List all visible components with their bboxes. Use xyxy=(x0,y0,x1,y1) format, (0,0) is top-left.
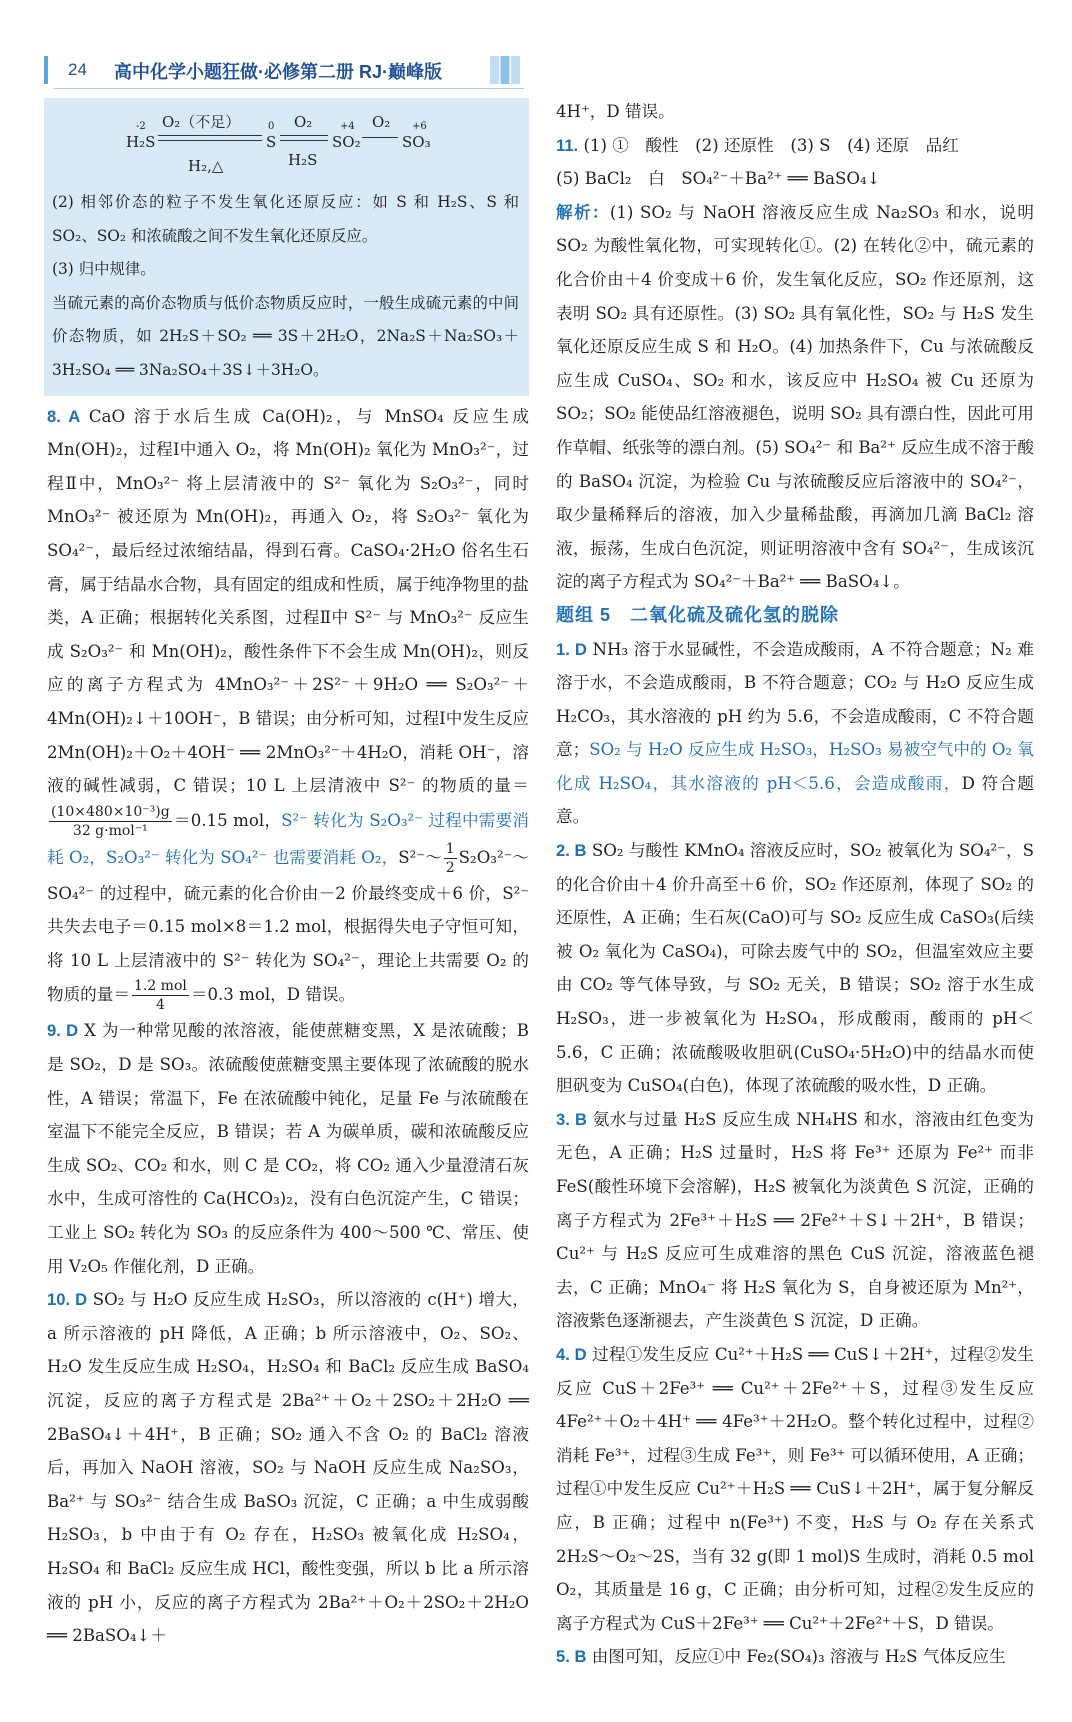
summary-box xyxy=(44,98,529,396)
question-number: 2. B xyxy=(556,841,587,861)
condition-o2: O₂ xyxy=(294,113,313,131)
answer-10 xyxy=(47,1283,529,1653)
arrow-back xyxy=(158,140,262,141)
oxidation-state: +4 xyxy=(340,121,355,132)
answer-11-line2: (5) BaCl₂ 白 SO₄²⁻＋Ba²⁺ ══ BaSO₄↓ xyxy=(556,169,881,189)
right-column xyxy=(556,95,1034,1674)
answer-8 xyxy=(47,400,529,1015)
numerator: 1 xyxy=(445,840,455,857)
question-number: 5. B xyxy=(556,1647,587,1667)
highlighted-text: SO₂ 与 H₂O 反应生成 H₂SO₃，H₂SO₃ 易被空气中的 O₂ 氧化成 H₂SO₄，其水溶液的 pH＜5.6，会造成酸雨， xyxy=(556,740,1035,793)
answer-text: 氨水与过量 H₂S 反应生成 NH₄HS 和水，溶液由红色变为无色，A 正确；H₂S 过量时，H₂S 将 Fe³⁺ 还原为 Fe²⁺ 而非 FeS(酸性环境下会溶解)，H₂S 被氧化为淡黄色 S 沉淀，正确的离子方程式为 2Fe³⁺＋H₂S ══ 2Fe²⁺＋S↓＋2H⁺，B 错误；Cu²⁺ 与 H₂S 反应可生成难溶的黑色 CuS 沉淀，溶液蓝色褪去，C 正确；MnO₄⁻ 将 H₂S 氧化为 S，自身被还原为 Mn²⁺，溶液紫色逐渐褪去，产生淡黄色 S 沉淀，D 正确。 xyxy=(556,1109,1034,1331)
question-number: 11. xyxy=(556,135,579,155)
formula-s: S xyxy=(266,133,277,151)
box-rule-2: (2) 相邻价态的粒子不发生氧化还原反应：如 S 和 H₂S、S 和 SO₂、SO₂ 和浓硫酸之间不发生氧化还原反应。 xyxy=(52,193,519,245)
page-header xyxy=(44,52,514,92)
answer-text: SO₂ 与 H₂O 反应生成 H₂SO₃，所以溶液的 c(H⁺) 增大，a 所示溶液的 pH 降低，A 正确；b 所示溶液中，O₂、SO₂、H₂O 发生反应生成 H₂SO₄，H₂SO₄ 和 BaCl₂ 反应生成 BaSO₄ 沉淀，反应的离子方程式是 2Ba²⁺＋O₂＋2SO₂＋2H₂O ══ 2BaSO₄↓＋4H⁺，B 正确；SO₂ 通入不含 O₂ 的 BaCl₂ 溶液后，再加入 NaOH 溶液，SO₂ 与 NaOH 反应生成 Na₂SO₃，Ba²⁺ 与 SO₃²⁻ 结合生成 BaSO₃ 沉淀，C 正确；a 中生成弱酸 H₂SO₃，b 中由于有 O₂ 存在，H₂SO₃ 被氧化成 H₂SO₄，H₂SO₄ 和 BaCl₂ 反应生成 HCl，酸性变强，所以 b 比 a 所示溶液的 pH 小，反应的离子方程式为 2Ba²⁺＋O₂＋2SO₂＋2H₂O ══ 2BaSO₄↓＋ xyxy=(47,1290,530,1646)
numerator: (10×480×10⁻³)g xyxy=(51,803,170,820)
answer-text: S²⁻～ xyxy=(398,847,442,867)
answer-text: 过程①发生反应 Cu²⁺＋H₂S ══ CuS↓＋2H⁺，过程②发生反应 CuS＋2Fe³⁺ ══ Cu²⁺＋2Fe²⁺＋S，过程③发生反应 4Fe²⁺＋O₂＋4H⁺ ══ 4Fe³⁺＋2H₂O。整个转化过程中，过程②消耗 Fe³⁺，过程③生成 Fe³⁺，则 Fe³⁺ 可以循环使用，A 正确；过程①中发生反应 Cu²⁺＋H₂S ══ CuS↓＋2H⁺，属于复分解反应，B 正确；过程中 n(Fe³⁺) 不变，H₂S 与 O₂ 存在关系式 2H₂S～O₂～2S，当有 32 g(即 1 mol)S 生成时，消耗 0.5 mol O₂，其质量是 16 g，C 正确；由分析可知，过程②发生反应的离子方程式为 CuS＋2Fe³⁺ ══ Cu²⁺＋2Fe²⁺＋S，D 错误。 xyxy=(556,1344,1034,1633)
oxidation-state: -2 xyxy=(136,121,146,132)
header-rule xyxy=(54,88,524,89)
fraction xyxy=(444,840,457,877)
answer-text: ＝0.3 mol，D 错误。 xyxy=(190,985,356,1005)
arrow-forward xyxy=(362,137,398,138)
oxidation-state: 0 xyxy=(268,121,275,132)
highlighted-text: S²⁻ 转化为 S₂O₃²⁻ 过程中需要消耗 O₂，S₂O₃²⁻ 转化为 SO₄²⁻ 也需要消耗 O₂， xyxy=(47,810,529,867)
arrow-forward xyxy=(280,135,328,136)
condition-o2-limited: O₂（不足） xyxy=(162,113,241,131)
arrow-forward xyxy=(158,135,262,136)
numerator: 1.2 mol xyxy=(133,978,187,995)
answer-text: X 为一种常见酸的浓溶液，能使蔗糖变黑，X 是浓硫酸；B 是 SO₂，D 是 SO₃。浓硫酸使蔗糖变黑主要体现了浓硫酸的脱水性，A 错误；常温下，Fe 在浓硫酸中钝化，足量 Fe 与浓硫酸在室温下不能完全反应，B 错误；若 A 为碳单质，碳和浓硫酸反应生成 SO₂、CO₂ 和水，则 C 是 CO₂，将 CO₂ 通入少量澄清石灰水中，生成可溶性的 Ca(HCO₃)₂，没有白色沉淀产生，C 错误；工业上 SO₂ 转化为 SO₃ 的反应条件为 400～500 ℃、常压、使用 V₂O₅ 作催化剂，D 正确。 xyxy=(47,1021,529,1276)
header-accent-bar xyxy=(44,56,48,84)
fraction xyxy=(132,977,189,1014)
answer-text: D 符合题意。 xyxy=(556,773,1034,827)
question-number: 4. D xyxy=(556,1344,587,1364)
formula-so3: SO₃ xyxy=(402,133,431,151)
answer-text: NH₃ 溶于水显碱性，不会造成酸雨，A 不符合题意；N₂ 难溶于水，不会造成酸雨，B 不符合题意；CO₂ 与 H₂O 反应生成 H₂CO₃，其水溶液的 pH 约为 5.6，不会造成酸雨，C 不符合题意； xyxy=(556,639,1035,760)
answer-text: S₂O₃²⁻～SO₄²⁻ 的过程中，硫元素的化合价由－2 价最终变成＋6 价，S²⁻ 共失去电子＝0.15 mol×8＝1.2 mol，根据得失电子守恒可知，将 10 L 上层清液中的 S²⁻ 转化为 SO₄²⁻，理论上共需要 O₂ 的物质的量＝ xyxy=(47,847,530,1005)
answer-11 xyxy=(556,129,1034,163)
answer-text: CaO 溶于水后生成 Ca(OH)₂，与 MnSO₄ 反应生成 Mn(OH)₂，过程Ⅰ中通入 O₂，将 Mn(OH)₂ 氧化为 MnO₃²⁻，过程Ⅱ中，MnO₃²⁻ 将上层清液中的 S²⁻ 氧化为 S₂O₃²⁻，同时 MnO₃²⁻ 被还原为 Mn(OH)₂，再通入 O₂，将 S₂O₃²⁻ 氧化为 SO₄²⁻，最后经过浓缩结晶，得到石膏。CaSO₄·2H₂O 俗名生石膏，属于结晶水合物，具有固定的组成和性质，属于纯净物里的盐类，A 正确；根据转化关系图，过程Ⅱ中 S²⁻ 与 MnO₃²⁻ 反应生成 S₂O₃²⁻ 和 Mn(OH)₂，酸性条件下不会生成 Mn(OH)₂，则反应的离子方程式为 4MnO₃²⁻＋2S²⁻＋9H₂O ══ S₂O₃²⁻＋4Mn(OH)₂↓＋10OH⁻，B 错误；由分析可知，过程Ⅰ中发生反应 2Mn(OH)₂＋O₂＋4OH⁻ ══ 2MnO₃²⁻＋4H₂O，消耗 OH⁻，溶液的碱性减弱，C 错误；10 L 上层清液中 S²⁻ 的物质的量＝ xyxy=(47,406,529,796)
answer-text: SO₂ 与酸性 KMnO₄ 溶液反应时，SO₂ 被氧化为 SO₄²⁻，S 的化合价由＋4 价升高至＋6 价，SO₂ 作还原剂，体现了 SO₂ 的还原性，A 正确；生石灰(CaO)可与 SO₂ 反应生成 CaSO₃(后续被 O₂ 氧化为 CaSO₄)，可除去废气中的 SO₂，但温室效应主要由 CO₂ 等气体导致，与 SO₂ 无关，B 错误；SO₂ 溶于水生成 H₂SO₃，进一步被氧化为 H₂SO₄，形成酸雨，酸雨的 pH＜5.6，C 正确；浓硫酸吸收胆矾(CuSO₄·5H₂O)中的结晶水而使胆矾变为 CuSO₄(白色)，体现了浓硫酸的吸水性，D 正确。 xyxy=(556,841,1035,1096)
answer-g5-4 xyxy=(556,1338,1034,1640)
left-column xyxy=(47,98,529,1653)
box-rule-3-title: (3) 归中规律。 xyxy=(52,260,156,279)
fraction xyxy=(49,803,172,840)
question-number: 8. A xyxy=(47,406,81,426)
header-decoration xyxy=(490,56,520,84)
oxidation-state: +6 xyxy=(412,121,427,132)
answer-9 xyxy=(47,1014,529,1283)
arrow-back xyxy=(280,140,328,141)
answer-g5-3 xyxy=(556,1103,1034,1338)
condition-h2s: H₂S xyxy=(288,151,318,169)
question-number: 1. D xyxy=(556,639,587,659)
section-title: 题组 5 二氧化硫及硫化氢的脱除 xyxy=(556,604,840,625)
answer-text: (1) SO₂ 与 NaOH 溶液反应生成 Na₂SO₃ 和水，说明 SO₂ 为酸性氧化物，可实现转化①。(2) 在转化②中，硫元素的化合价由＋4 价变成＋6 价，发生氧化反应，SO₂ 作还原剂，这表明 SO₂ 具有还原性。(3) SO₂ 具有氧化性，SO₂ 与 H₂S 发生氧化还原反应生成 S 和 H₂O。(4) 加热条件下，Cu 与浓硫酸反应生成 CuSO₄、SO₂ 和水，该反应中 H₂SO₄ 被 Cu 还原为 SO₂；SO₂ 能使品红溶液褪色，说明 SO₂ 具有漂白性，因此可用作草帽、纸张等的漂白剂。(5) SO₄²⁻ 和 Ba²⁺ 反应生成不溶于酸的 BaSO₄ 沉淀，为检验 Cu 与浓硫酸反应后溶液中的 SO₄²⁻，取少量稀释后的溶液，加入少量稀盐酸，再滴加几滴 BaCl₂ 溶液，振荡，生成白色沉淀，则证明溶液中含有 SO₄²⁻，生成该沉淀的离子方程式为 SO₄²⁻＋Ba²⁺ ══ BaSO₄↓。 xyxy=(556,202,1035,592)
formula-so2: SO₂ xyxy=(332,133,361,151)
answer-key: (1) ① 酸性 (2) 还原性 (3) S (4) 还原 品红 xyxy=(583,135,959,155)
denominator: 2 xyxy=(445,859,455,876)
answer-text: ＝0.15 mol， xyxy=(173,810,282,830)
book-title: 高中化学小题狂做·必修第二册 RJ·巅峰版 xyxy=(114,62,442,82)
denominator: 32 g·mol⁻¹ xyxy=(72,822,148,839)
answer-g5-2 xyxy=(556,834,1034,1103)
question-number: 3. B xyxy=(556,1109,587,1129)
answer-g5-5 xyxy=(556,1640,1034,1674)
denominator: 4 xyxy=(155,997,165,1014)
explanation-label: 解析： xyxy=(556,202,610,222)
answer-10-continued: 4H⁺，D 错误。 xyxy=(556,102,675,121)
box-rule-3-text: 当硫元素的高价态物质与低价态物质反应时，一般生成硫元素的中间价态物质，如 2H₂S＋SO₂ ══ 3S＋2H₂O，2Na₂S＋Na₂SO₃＋3H₂SO₄ ══ 3Na₂SO₄＋3S↓＋3H₂O。 xyxy=(52,293,519,379)
answer-11-explanation xyxy=(556,196,1034,599)
answer-g5-1 xyxy=(556,633,1034,835)
question-number: 10. D xyxy=(47,1290,88,1310)
condition-o2: O₂ xyxy=(372,113,391,131)
formula-h2s: H₂S xyxy=(126,133,156,151)
question-number: 9. D xyxy=(47,1021,79,1041)
sulfur-conversion-diagram xyxy=(52,104,519,186)
page-number: 24 xyxy=(68,60,87,79)
condition-h2-heat: H₂,△ xyxy=(188,157,224,175)
answer-text: 由图可知，反应①中 Fe₂(SO₄)₃ 溶液与 H₂S 气体反应生 xyxy=(591,1647,1006,1667)
